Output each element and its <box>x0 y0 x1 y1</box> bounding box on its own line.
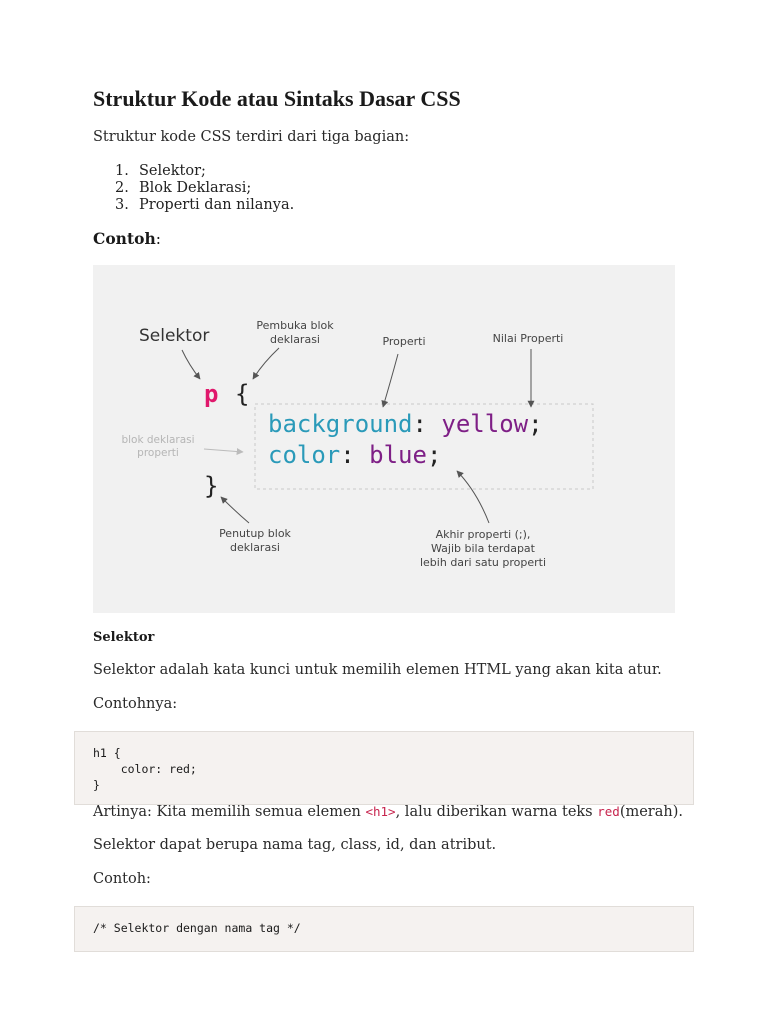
label-pembuka-2: deklarasi <box>270 333 320 346</box>
property-background: background <box>268 410 413 438</box>
contoh-heading-text: Contoh <box>93 229 156 248</box>
punct-semicolon: ; <box>528 410 543 438</box>
selector-char: p <box>204 380 219 408</box>
diagram-svg <box>93 265 675 613</box>
list-item <box>93 180 294 197</box>
contoh-heading <box>93 229 161 248</box>
close-brace: } <box>204 472 219 500</box>
label-blok-deklarasi-1: blok deklarasi <box>121 434 195 446</box>
contohnya-label: Contohnya: <box>93 696 178 712</box>
section-heading-selektor: Selektor <box>93 630 155 645</box>
label-properti: Properti <box>382 335 426 348</box>
label-penutup-2: deklarasi <box>230 541 280 554</box>
contoh-label: Contoh: <box>93 871 151 887</box>
list-text: Blok Deklarasi; <box>139 180 252 196</box>
arrow-akhir-properti <box>457 471 489 523</box>
artinya-paragraph <box>93 804 683 820</box>
arrow-penutup <box>221 497 249 523</box>
selektor-types-paragraph: Selektor dapat berupa nama tag, class, id, dan atribut. <box>93 837 497 853</box>
artinya-text-2: , lalu diberikan warna teks <box>395 804 598 820</box>
intro-paragraph: Struktur kode CSS terdiri dari tiga bagian: <box>93 129 410 145</box>
inline-code-h1: <h1> <box>365 804 396 819</box>
value-blue: blue <box>369 441 427 469</box>
punct-colon: : <box>340 441 370 469</box>
list-number: 2. <box>115 180 129 196</box>
open-brace: { <box>235 380 250 408</box>
css-syntax-diagram <box>93 265 675 613</box>
label-pembuka-1: Pembuka blok <box>256 319 334 332</box>
declaration-line-2 <box>268 441 441 469</box>
label-akhir-3: lebih dari satu properti <box>419 556 547 569</box>
label-nilai-properti: Nilai Properti <box>492 332 564 345</box>
label-akhir-2: Wajib bila terdapat <box>430 542 536 555</box>
punct-colon: : <box>412 410 442 438</box>
page-title: Struktur Kode atau Sintaks Dasar CSS <box>93 86 461 111</box>
arrow-properti <box>383 354 398 407</box>
punct-semicolon: ; <box>426 441 442 469</box>
code-block-1-text: h1 { color: red; } <box>93 746 197 792</box>
artinya-text-3: (merah). <box>619 804 683 820</box>
property-color: color <box>268 441 341 469</box>
code-block-2-text: /* Selektor dengan nama tag */ <box>93 921 301 935</box>
label-akhir-1: Akhir properti (;), <box>435 528 531 541</box>
inline-code-red: red <box>597 804 620 819</box>
arrow-pembuka <box>253 348 279 379</box>
artinya-text-1: Artinya: Kita memilih semua elemen <box>93 804 366 820</box>
selektor-description: Selektor adalah kata kunci untuk memilih elemen HTML yang akan kita atur. <box>93 662 662 678</box>
list-text: Properti dan nilanya. <box>139 197 295 213</box>
arrow-blok-deklarasi <box>204 449 243 452</box>
list-text: Selektor; <box>139 163 206 179</box>
declaration-line-1 <box>268 410 543 438</box>
label-blok-deklarasi-2: properti <box>137 447 179 459</box>
label-selektor: Selektor <box>139 326 210 346</box>
contoh-heading-colon: : <box>155 230 161 248</box>
list-item <box>93 197 294 214</box>
code-block-1 <box>74 731 694 805</box>
arrow-selektor <box>182 350 200 379</box>
list-number: 1. <box>115 163 129 179</box>
code-block-2 <box>74 906 694 952</box>
list-item <box>93 163 294 180</box>
label-penutup-1: Penutup blok <box>219 527 291 540</box>
parts-list <box>93 163 294 214</box>
list-number: 3. <box>115 197 129 213</box>
value-yellow: yellow <box>441 410 529 438</box>
